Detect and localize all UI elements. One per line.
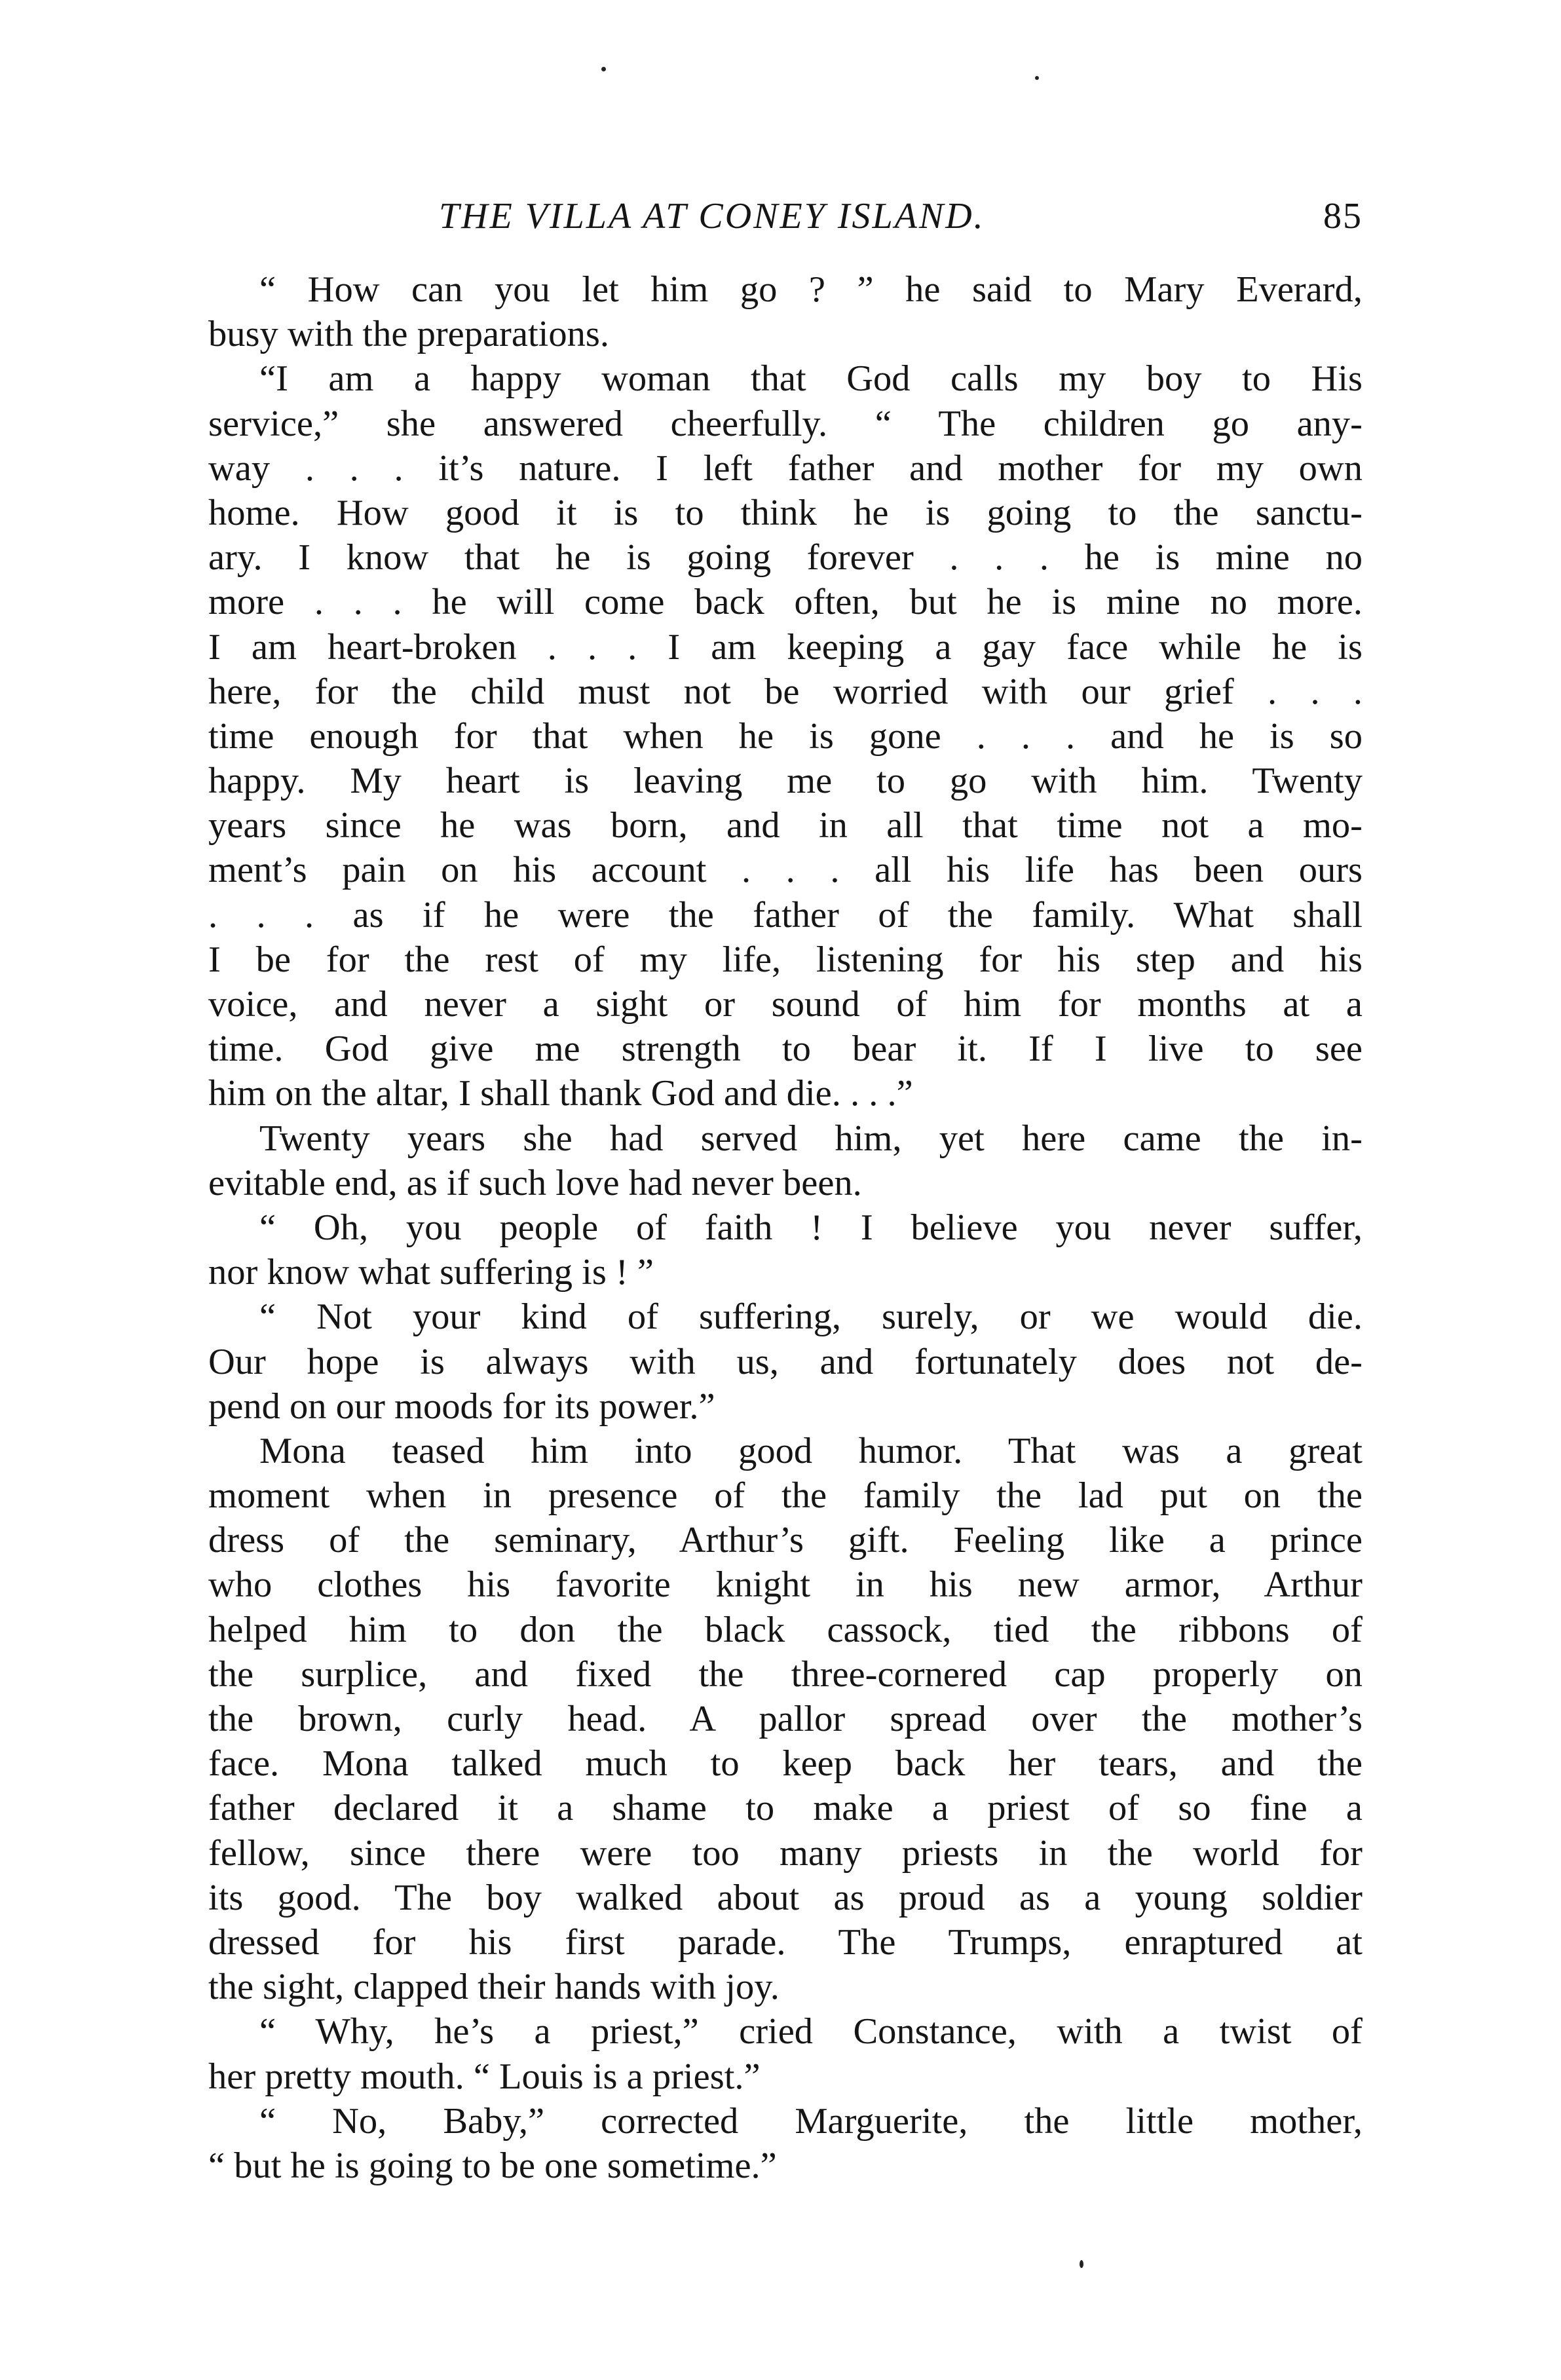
text-line: the sight, clapped their hands with joy. (208, 1967, 780, 2008)
text-line: nor know what suffering is ! ” (208, 1252, 654, 1293)
text-line: I am heart-broken . . . I am keeping a gay face while he is (208, 626, 1363, 668)
body-text (208, 267, 1363, 2188)
text-line: dressed for his first parade. The Trumps, enraptured at (208, 1921, 1363, 1963)
text-line: “ No, Baby,” corrected Marguerite, the little mother, (259, 2100, 1363, 2142)
running-title: THE VILLA AT CONEY ISLAND. (439, 196, 985, 236)
text-line: ary. I know that he is going forever . . . he is mine no (208, 537, 1363, 578)
running-head (206, 190, 1363, 242)
text-line: time. God give me strength to bear it. If I live to see (208, 1029, 1363, 1070)
text-line: pend on our moods for its power.” (208, 1386, 715, 1427)
text-line: here, for the child must not be worried with our grief . . . (208, 671, 1363, 712)
text-line: “ but he is going to be one sometime.” (208, 2145, 777, 2186)
text-line: I be for the rest of my life, listening for his step and his (208, 939, 1363, 980)
text-line: helped him to don the black cassock, tied the ribbons of (208, 1609, 1363, 1650)
text-line: father declared it a shame to make a priest of so fine a (208, 1788, 1363, 1829)
text-line: years since he was born, and in all that time not a mo- (208, 805, 1363, 846)
text-line: him on the altar, I shall thank God and die. . . .” (208, 1073, 913, 1114)
text-line: dress of the seminary, Arthur’s gift. Feeling like a prince (208, 1520, 1363, 1561)
text-line: Mona teased him into good humor. That was a great (259, 1430, 1363, 1471)
text-line: the brown, curly head. A pallor spread over the mother’s (208, 1699, 1363, 1739)
page-number: 85 (1323, 196, 1363, 236)
text-line: “ How can you let him go ? ” he said to Mary Everard, (259, 269, 1363, 310)
text-line: way . . . it’s nature. I left father and mother for my own (208, 447, 1363, 489)
text-line: its good. The boy walked about as proud as a young soldier (208, 1877, 1363, 1918)
text-line: who clothes his favorite knight in his new armor, Arthur (208, 1564, 1363, 1606)
text-line: “ Oh, you people of faith ! I believe you never suffer, (259, 1207, 1363, 1248)
text-line: busy with the preparations. (208, 314, 609, 355)
text-line: “ Why, he’s a priest,” cried Constance, with a twist of (259, 2011, 1363, 2052)
text-line: the surplice, and fixed the three-cornered cap properly on (208, 1653, 1363, 1695)
text-line: service,” she answered cheerfully. “ The children go any- (208, 403, 1363, 444)
text-line: “I am a happy woman that God calls my boy to His (259, 358, 1363, 400)
ink-speck (1035, 76, 1039, 80)
text-line: happy. My heart is leaving me to go with him. Twenty (208, 761, 1363, 802)
text-line: Twenty years she had served him, yet here came the in- (259, 1118, 1363, 1159)
text-line: fellow, since there were too many priests in the world for (208, 1832, 1363, 1874)
text-line: more . . . he will come back often, but he is mine no more. (208, 582, 1363, 623)
text-line: ment’s pain on his account . . . all his life has been ours (208, 850, 1363, 891)
text-line: Our hope is always with us, and fortunately does not de- (208, 1341, 1363, 1382)
text-line: face. Mona talked much to keep back her tears, and the (208, 1743, 1363, 1785)
text-line: . . . as if he were the father of the family. What shall (208, 894, 1363, 935)
text-line: moment when in presence of the family the lad put on the (208, 1475, 1363, 1517)
ink-speck (1080, 2260, 1083, 2268)
text-line: time enough for that when he is gone . . . and he is so (208, 715, 1363, 757)
text-line: evitable end, as if such love had never been. (208, 1162, 862, 1203)
ink-speck (601, 67, 606, 71)
text-line: voice, and never a sight or sound of him for months at a (208, 984, 1363, 1025)
text-line: “ Not your kind of suffering, surely, or we would die. (259, 1296, 1363, 1338)
text-line: home. How good it is to think he is going to the sanctu- (208, 492, 1363, 533)
text-line: her pretty mouth. “ Louis is a priest.” (208, 2056, 761, 2097)
